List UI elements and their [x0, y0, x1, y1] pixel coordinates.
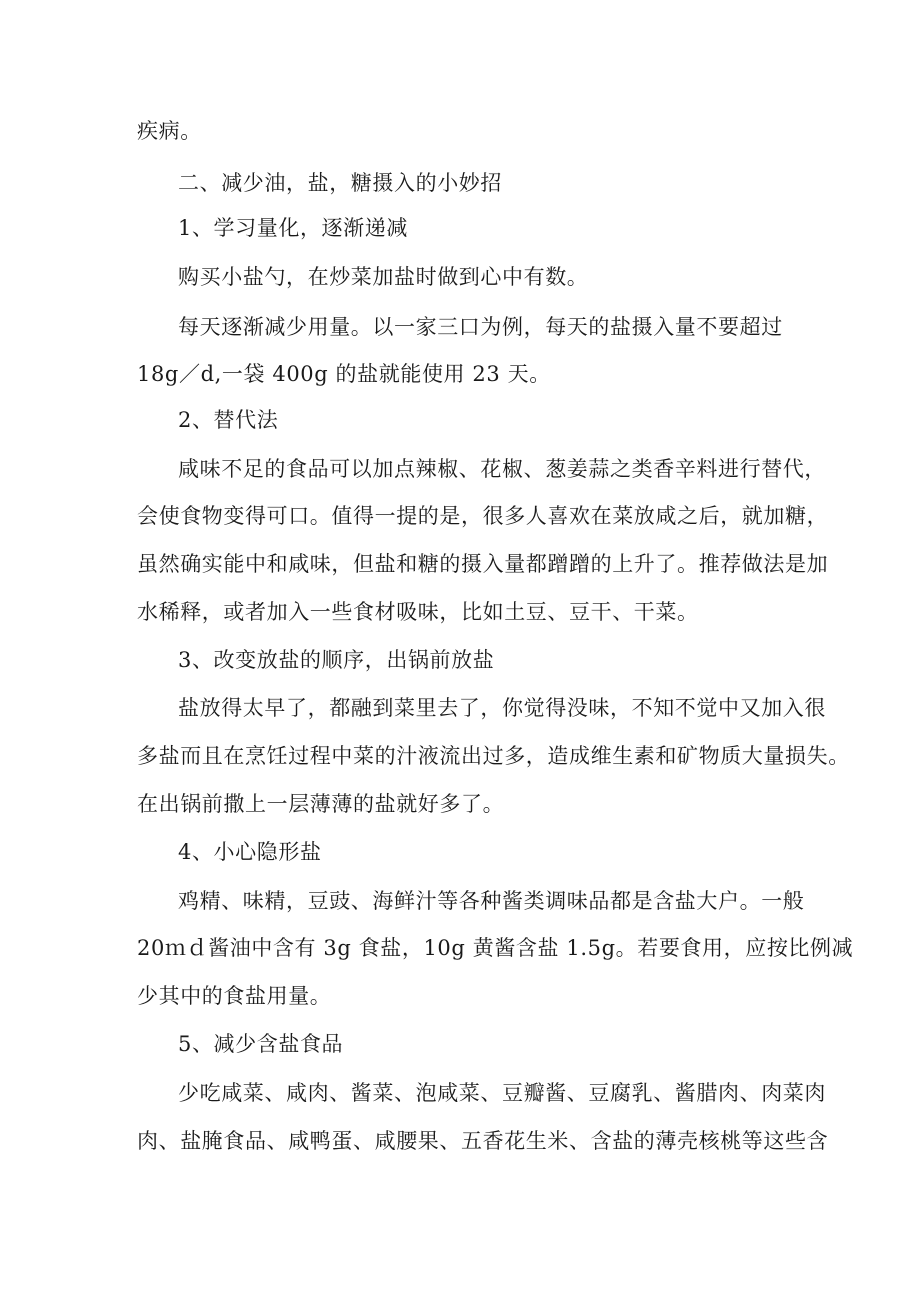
text-line: 少其中的食盐用量。	[137, 984, 332, 1008]
text-line: 20ｍｄ酱油中含有 3g 食盐，10g 黄酱含盐 1.5g。若要食用，应按比例减	[137, 936, 854, 960]
text-line: 在出锅前撒上一层薄薄的盐就好多了。	[137, 792, 505, 816]
text-line: 少吃咸菜、咸肉、酱菜、泡咸菜、豆瓣酱、豆腐乳、酱腊肉、肉菜肉	[178, 1081, 826, 1105]
text-line: 多盐而且在烹饪过程中菜的汁液流出过多，造成维生素和矿物质大量损失。	[137, 744, 850, 768]
text-line: 肉、盐腌食品、咸鸭蛋、咸腰果、五香花生米、含盐的薄壳核桃等这些含	[137, 1129, 829, 1153]
text-line: 每天逐渐减少用量。以一家三口为例，每天的盐摄入量不要超过	[178, 315, 783, 339]
text-line: 咸味不足的食品可以加点辣椒、花椒、葱姜蒜之类香辛料进行替代，	[178, 457, 826, 481]
subheading: 5、减少含盐食品	[178, 1032, 344, 1056]
text-line: 疾病。	[137, 119, 202, 143]
text-line: 会使食物变得可口。值得一提的是，很多人喜欢在菜放咸之后，就加糖，	[137, 504, 829, 528]
subheading: 4、小心隐形盐	[178, 840, 322, 864]
text-line: 购买小盐勺，在炒菜加盐时做到心中有数。	[178, 265, 589, 289]
text-line: 水稀释，或者加入一些食材吸味，比如土豆、豆干、干菜。	[137, 600, 699, 624]
subheading: 2、替代法	[178, 408, 279, 432]
subheading: 3、改变放盐的顺序，出锅前放盐	[178, 648, 495, 672]
section-heading: 二、减少油，盐，糖摄入的小妙招	[178, 171, 502, 195]
text-line: 盐放得太早了，都融到菜里去了，你觉得没味，不知不觉中又加入很	[178, 696, 826, 720]
text-line: 虽然确实能中和咸味，但盐和糖的摄入量都蹭蹭的上升了。推荐做法是加	[137, 552, 829, 576]
text-line: 18g／d,一袋 400g 的盐就能使用 23 天。	[137, 362, 551, 386]
text-line: 鸡精、味精，豆豉、海鲜汁等各种酱类调味品都是含盐大户。一般	[178, 889, 805, 913]
subheading: 1、学习量化，逐渐递减	[178, 216, 408, 240]
